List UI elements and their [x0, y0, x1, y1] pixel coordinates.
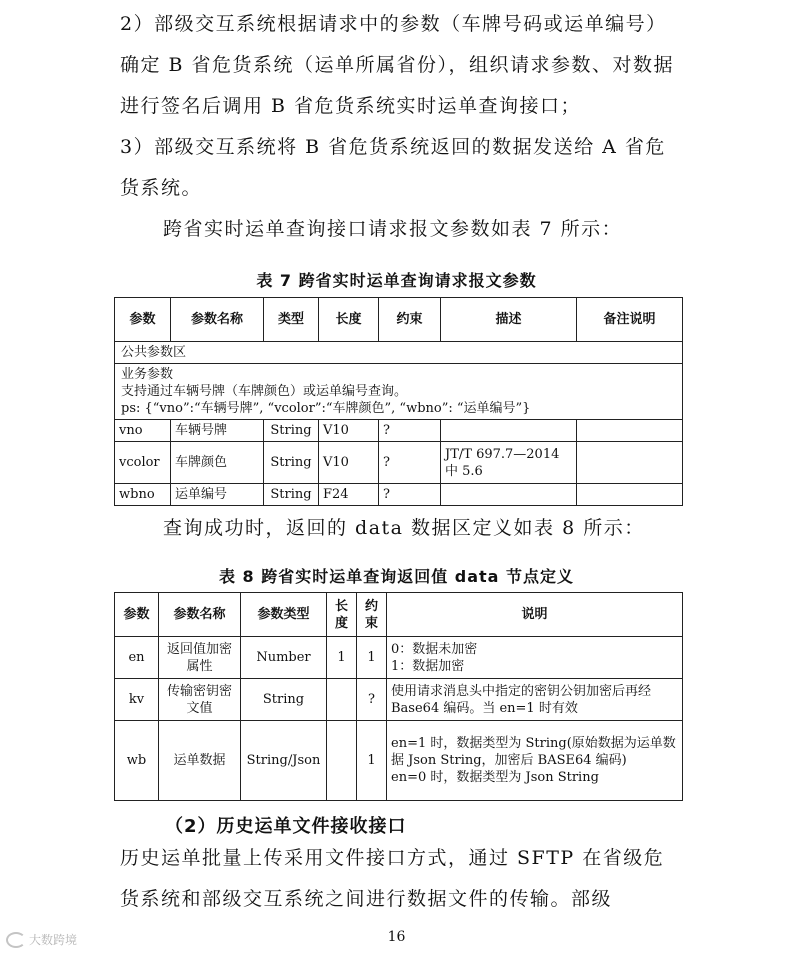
table7-business-row — [115, 364, 683, 420]
cell-name: 运单数据 — [159, 721, 241, 801]
table-row — [115, 420, 683, 442]
cell-type: String — [264, 420, 319, 442]
paragraph-step-2: 2）部级交互系统根据请求中的参数（车牌号码或运单编号）确定 B 省危货系统（运单所属省份），组织请求参数、对数据进行签名后调用 B 省危货系统实时运单查询接口； — [120, 13, 675, 117]
table8-header-name: 参数名称 — [159, 593, 241, 637]
section-heading: （2）历史运单文件接收接口 — [165, 816, 407, 837]
table8-caption: 表 8 跨省实时运单查询返回值 data 节点定义 — [218, 567, 575, 586]
table-row — [115, 484, 683, 506]
cell-length: 1 — [327, 637, 357, 679]
table7-header-desc: 描述 — [441, 298, 577, 342]
cell-param: vcolor — [115, 442, 171, 484]
table-row — [115, 679, 683, 721]
cell-desc — [387, 721, 683, 801]
paragraph-history-upload: 历史运单批量上传采用文件接口方式，通过 SFTP 在省级危货系统和部级交互系统之间进行数据文件的传输。部级 — [120, 847, 665, 910]
cell-note — [577, 442, 683, 484]
cell-length — [327, 679, 357, 721]
cell-constraint: ? — [379, 442, 441, 484]
watermark-text: 大数跨境 — [29, 933, 78, 947]
cell-desc — [387, 637, 683, 679]
table7-header-row — [115, 298, 683, 342]
cell-length: V10 — [319, 442, 379, 484]
table-row — [115, 721, 683, 801]
table7-public-section: 公共参数区 — [115, 342, 683, 364]
watermark — [6, 931, 77, 948]
table7-header-param: 参数 — [115, 298, 171, 342]
page-number: 16 — [387, 929, 406, 945]
table7-caption: 表 7 跨省实时运单查询请求报文参数 — [256, 271, 537, 290]
table-row — [115, 637, 683, 679]
cell-constraint: ? — [379, 484, 441, 506]
table8 — [114, 592, 683, 801]
paragraph-step-3: 3）部级交互系统将 B 省危货系统返回的数据发送给 A 省危货系统。 — [120, 136, 666, 199]
desc-line: 0：数据未加密 — [391, 641, 478, 657]
desc-line: en=0 时，数据类型为 Json String — [391, 770, 599, 785]
cell-type: String — [264, 442, 319, 484]
table8-header-length: 长度 — [327, 593, 357, 637]
table8-header-type: 参数类型 — [241, 593, 327, 637]
table8-header-desc: 说明 — [387, 593, 683, 637]
cell-type: Number — [241, 637, 327, 679]
cell-param: wb — [115, 721, 159, 801]
table7-header-type: 类型 — [264, 298, 319, 342]
table7-header-length: 长度 — [319, 298, 379, 342]
cell-length: F24 — [319, 484, 379, 506]
cell-desc — [387, 679, 683, 721]
table7-business-section — [115, 364, 683, 420]
table7-header-constraint: 约束 — [379, 298, 441, 342]
cell-type: String/Json — [241, 721, 327, 801]
cell-param: wbno — [115, 484, 171, 506]
cell-param: vno — [115, 420, 171, 442]
cell-length: V10 — [319, 420, 379, 442]
cell-name: 返回值加密属性 — [159, 637, 241, 679]
cell-length — [327, 721, 357, 801]
table7-public-row — [115, 342, 683, 364]
cell-desc — [441, 420, 577, 442]
cell-note — [577, 484, 683, 506]
watermark-logo-icon — [6, 932, 26, 948]
cell-constraint: 1 — [357, 721, 387, 801]
table8-header-param: 参数 — [115, 593, 159, 637]
table7 — [114, 297, 683, 506]
cell-name: 运单编号 — [171, 484, 264, 506]
desc-line: 使用请求消息头中指定的密钥公钥加密后再经 Base64 编码。当 en=1 时有效 — [391, 683, 652, 716]
cell-note — [577, 420, 683, 442]
paragraph-table8-intro: 查询成功时，返回的 data 数据区定义如表 8 所示： — [163, 517, 645, 539]
desc-line: 1：数据加密 — [391, 658, 465, 674]
table7-header-note: 备注说明 — [577, 298, 683, 342]
business-ps: ps: {“vno”:“车辆号牌”, “vcolor”:“车牌颜色”, “wbno”: “运单编号”} — [121, 401, 531, 416]
cell-param: en — [115, 637, 159, 679]
cell-desc — [441, 484, 577, 506]
cell-constraint: ? — [379, 420, 441, 442]
table8-header-row — [115, 593, 683, 637]
cell-name: 传输密钥密文值 — [159, 679, 241, 721]
business-desc: 支持通过车辆号牌（车牌颜色）或运单编号查询。 — [121, 384, 408, 399]
cell-constraint: ? — [357, 679, 387, 721]
cell-name: 车辆号牌 — [171, 420, 264, 442]
cell-type: String — [241, 679, 327, 721]
table-row — [115, 442, 683, 484]
desc-line: en=1 时，数据类型为 String(原始数据为运单数据 Json String，加密后 BASE64 编码) — [391, 736, 676, 768]
paragraph-table7-intro: 跨省实时运单查询接口请求报文参数如表 7 所示： — [163, 218, 623, 240]
cell-name: 车牌颜色 — [171, 442, 264, 484]
cell-constraint: 1 — [357, 637, 387, 679]
cell-desc: JT/T 697.7—2014 中 5.6 — [441, 442, 577, 484]
table8-header-constraint: 约束 — [357, 593, 387, 637]
business-title: 业务参数 — [121, 367, 174, 382]
cell-type: String — [264, 484, 319, 506]
cell-param: kv — [115, 679, 159, 721]
table7-header-name: 参数名称 — [171, 298, 264, 342]
